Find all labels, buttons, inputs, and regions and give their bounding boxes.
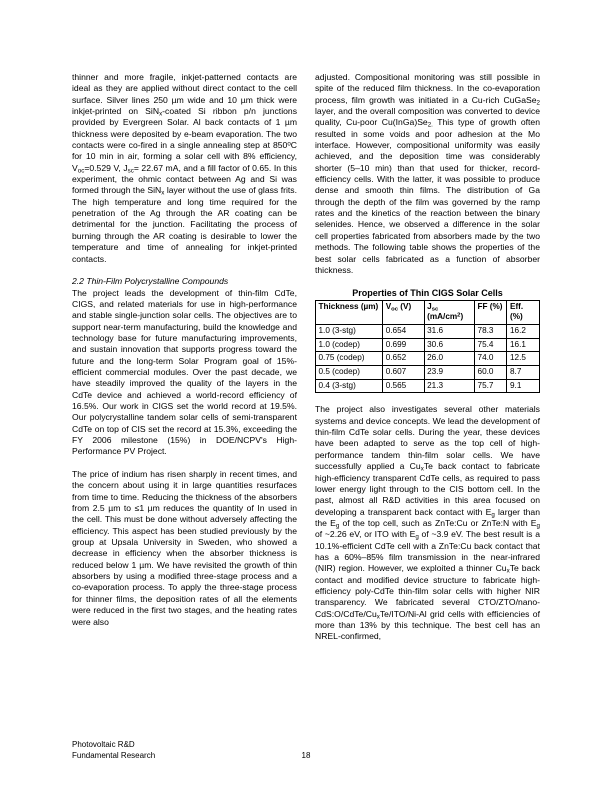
footer-line-1: Photovoltaic R&D	[72, 740, 135, 749]
table-cell-c3: 31.6	[424, 324, 474, 338]
table-cell-c5: 12.5	[507, 352, 540, 366]
cigs-properties-table	[315, 300, 540, 393]
table-cell-c4: 74.0	[475, 352, 507, 366]
table-cell-c4: 78.3	[475, 324, 507, 338]
table-cell-c5: 9.1	[507, 379, 540, 393]
table-header-cell-5: Eff. (%)	[507, 301, 540, 325]
table-title: Properties of Thin CIGS Solar Cells	[352, 287, 503, 298]
footer-line-2: Fundamental Research	[72, 750, 156, 760]
table-head	[316, 301, 540, 325]
table-row	[316, 352, 540, 366]
table-header-cell-4: FF (%)	[475, 301, 507, 325]
table-cell-c2: 0.652	[383, 352, 424, 366]
table-header-row	[316, 301, 540, 325]
table-cell-c2: 0.654	[383, 324, 424, 338]
table-cell-c1: 1.0 (3-stg)	[316, 324, 383, 338]
table-header-cell-1: Thickness (µm)	[316, 301, 383, 325]
table-cell-c5: 8.7	[507, 366, 540, 380]
table-header-cell-3: $J_{sc}$ $(mA/cm^2)$	[424, 301, 474, 325]
table-cell-c3: 26.0	[424, 352, 474, 366]
paragraph-indium-price: The price of indium has risen sharply in recent times, and the concern about using it in large quantities resurfaces from time to time. Reducing the thickness of the absorbers from 2.5 µm to ≤1 µm reduces the quantity of In used in the cell. This must be done without adversely affecting the efficiency. This aspect has been studied previously by the group at Upsala University in Sweden, who showed a decrease in efficiency when the absorber thickness is reduced below 1 µm. We have revisited the growth of thin absorbers by using a modified three-stage process and a co-evaporation process. To apply the three-stage process for thinner films, the deposition rates of all the elements were reduced in the first two stages, and the heating rates were also	[72, 469, 297, 627]
table-cell-c3: 21.3	[424, 379, 474, 393]
left-column	[72, 72, 297, 628]
table-cell-c4: 75.7	[475, 379, 507, 393]
table-cell-c1: 0.75 (codep)	[316, 352, 383, 366]
right-column	[315, 72, 540, 643]
table-cell-c5: 16.1	[507, 338, 540, 352]
cigs-properties-table-block	[315, 288, 540, 394]
table-cell-c4: 60.0	[475, 366, 507, 380]
two-column-layout	[72, 72, 540, 643]
table-row	[316, 366, 540, 380]
paragraph-coevaporation: adjusted. Compositional monitoring was still possible in spite of the reduced film thickness. In the co-evaporation process, film growth was initiated in a Cu-rich CuGaSe$_2$ layer, and the overall composition was converted to device quality, Cu-poor $Cu(InGa)Se_{2.}$ This type of growth often resulted in some voids and poor adhesion at the Mo interface. However, compositional uniformity was easily achieved, and the deposition time was considerably shorter (5–10 min) than that used for thicker, record-efficiency cells. With the latter, it was possible to produce dense and smooth thin films. The distribution of Ga through the depth of the film was governed by the ramp rates and the kinetics of the reaction between the binary selenides. Hence, we observed a difference in the solar cell properties fabricated from absorbers made by the two methods. The following table shows the properties of the best solar cells fabricated as a function of absorber thickness.	[315, 72, 540, 275]
table-cell-c3: 23.9	[424, 366, 474, 380]
section-heading-2-2: 2.2 Thin-Film Polycrystalline Compounds	[72, 276, 229, 287]
paragraph-thin-film-project: The project leads the development of thin-film CdTe, CIGS, and related materials for use in high-performance and stable single-junction solar cells. The objectives are to support near-term manufacturing, build the knowledge and technology base for future manufacturing improvements, and sustain innovation that supports progress toward the future and the long-term Solar Program goal of 15%-efficient commercial modules. Over the past decade, we have steadily improved the quality of the layers in the CdTe device and achieved a world-record efficiency of 16.5%. Our work in CIGS set the world record at 19.5%. Our polycrystalline tandem solar cells of semi-transparent CdTe on top of CIS set the record at 15.3%, exceeding the FY 2006 milestone (15%) in DOE/NCPV's High-Performance PV Project.	[72, 287, 297, 457]
table-row	[316, 324, 540, 338]
table-cell-c2: 0.699	[383, 338, 424, 352]
table-header-cell-2: $V_{oc}$ (V)	[383, 301, 424, 325]
table-cell-c2: 0.607	[383, 366, 424, 380]
table-cell-c2: 0.565	[383, 379, 424, 393]
table-body	[316, 324, 540, 393]
table-cell-c1: 0.4 (3-stg)	[316, 379, 383, 393]
table-cell-c1: 1.0 (codep)	[316, 338, 383, 352]
table-bottom-spacer	[315, 393, 540, 404]
table-cell-c5: 16.2	[507, 324, 540, 338]
table-row	[316, 338, 540, 352]
table-cell-c4: 75.4	[475, 338, 507, 352]
paragraph-cdte-concepts: The project also investigates several other materials systems and device concepts. We lead the development of thin-film CdTe solar cells. During the year, these devices have been adapted to serve as the top cell of high-performance tandem thin-film solar cells. We have successfully applied a $Cu_xTe$ back contact to fabricate high-efficiency transparent CdTe cells, as required to pass lower energy light through to the CIS bottom cell. In the past, almost all R&D activities in this area focused on developing a transparent back contact with $E_g$ larger than the $E_g$ of the top cell, such as ZnTe:Cu or ZnTe:N with $E_g$ of ~2.26 eV, or ITO with $E_g$ of ~3.9 eV. The best result is a 10.1%-efficient CdTe cell with a ZnTe:Cu back contact that has a 60%–85% film transmission in the near-infrared (NIR) region. However, we exploited a thinner $Cu_xTe$ back contact and modified device structure to fabricate high-efficiency poly-CdTe thin-film solar cells with higher NIR transparency. We fabricated several CTO/$ZTO/nano-CdS:O/CdTe/Cu_xTe/ITO/Ni-Al$ grid cells with efficiencies of more than 13% by this technique. The best cell has an NREL-confirmed,	[315, 404, 540, 642]
page-number: 18	[301, 750, 311, 760]
table-row	[316, 379, 540, 393]
table-cell-c1: 0.5 (codep)	[316, 366, 383, 380]
table-cell-c3: 30.6	[424, 338, 474, 352]
paragraph-contacts: thinner and more fragile, inkjet-patterned contacts are ideal as they are applied without direct contact to the cell surface. Silver lines 250 µm wide and 10 µm thick were inkjet-printed on SiN$_x$-coated Si ribbon p/n junctions provided by Evergreen Solar. Al back contacts of 1 µm thickness were deposited by e-beam evaporation. The two contacts were co-fired in a single annealing step at 850$^o$C for 10 min in air, forming a solar cell with 8% efficiency, $V_{oc}=0.529$ V, $J_{sc}= 22.67$ mA, and a fill factor of 0.65. In this experiment, the ohmic contact between Ag and Si was formed through the SiN$_x$ layer without the use of glass frits. The high temperature and long time required for the penetration of the Ag through the AR coating can be detrimental for the junction. Facilitating the process of burning through the AR coating is desirable to lower the temperature and time of annealing for inkjet-printed contacts.	[72, 72, 298, 264]
page-content	[72, 72, 540, 643]
